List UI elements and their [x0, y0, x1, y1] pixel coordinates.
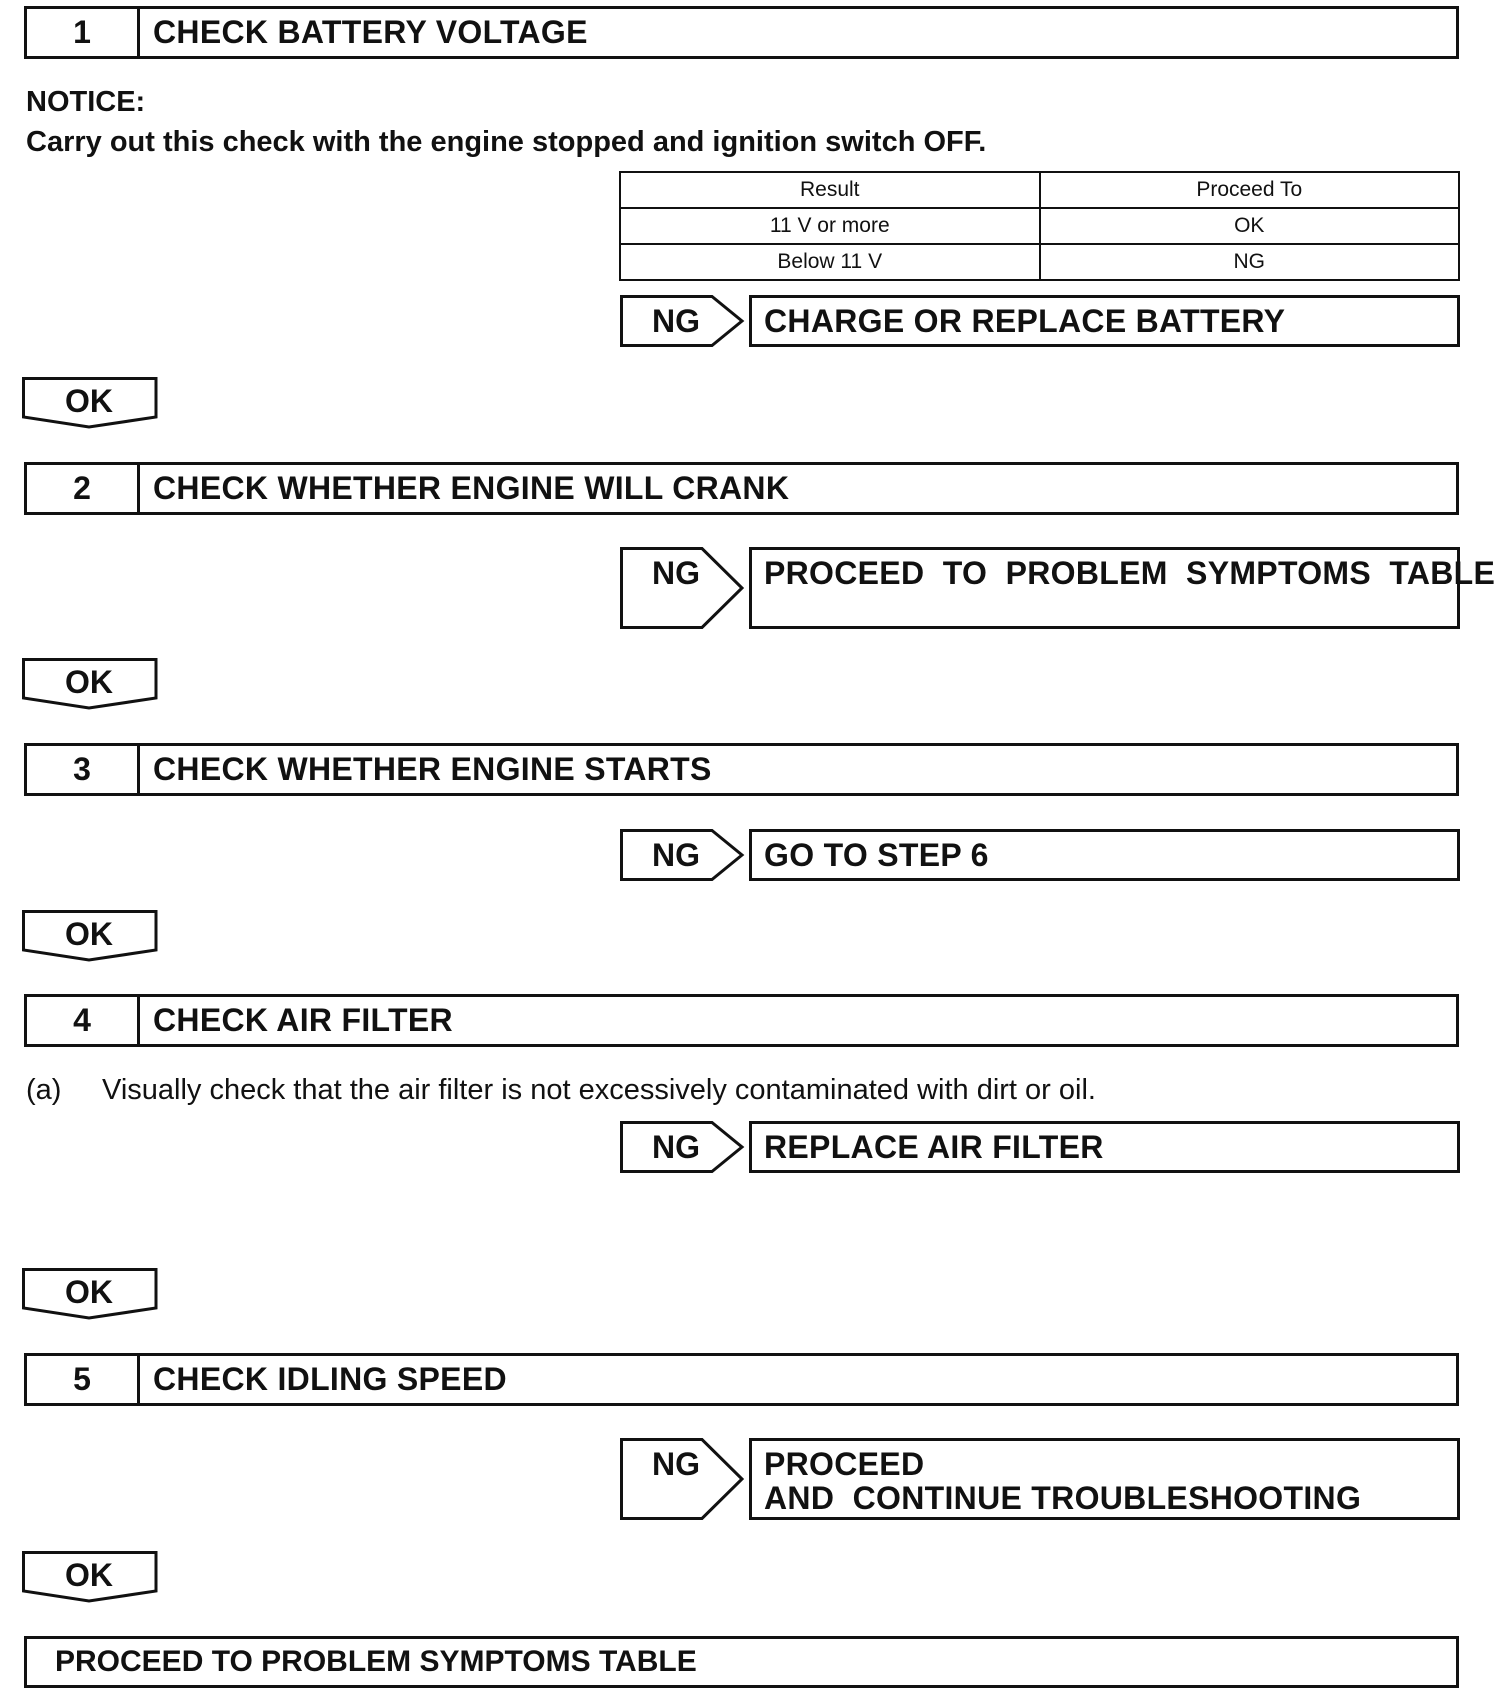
table-cell: Below 11 V — [620, 244, 1040, 280]
ng-tag — [620, 1121, 746, 1173]
ng-result-text: PROCEED TO PROBLEM SYMPTOMS TABLE — [764, 555, 1496, 591]
ng-result-text-line-2: AND CONTINUE TROUBLESHOOTING — [764, 1480, 1362, 1516]
ng-result-text: CHARGE OR REPLACE BATTERY — [764, 303, 1286, 339]
instruction-marker: (a) — [26, 1074, 62, 1106]
ok-tag — [22, 1268, 162, 1320]
ok-tag — [22, 377, 162, 429]
ok-tag — [22, 658, 162, 710]
ok-tag — [22, 1551, 162, 1603]
ng-label: NG — [652, 303, 700, 339]
step-title: CHECK AIR FILTER — [153, 1002, 453, 1038]
ng-label: NG — [652, 555, 700, 591]
notice-text: Carry out this check with the engine stopped and ignition switch OFF. — [26, 126, 987, 158]
step-5-header — [24, 1353, 1459, 1406]
step-title: CHECK BATTERY VOLTAGE — [153, 14, 588, 50]
step-number: 2 — [27, 465, 140, 512]
voltage-table — [619, 171, 1460, 281]
step-title: CHECK IDLING SPEED — [153, 1361, 507, 1397]
table-cell: NG — [1040, 244, 1460, 280]
ng-result-box — [749, 1438, 1460, 1520]
instruction-text: Visually check that the air filter is not excessively contaminated with dirt or oil. — [102, 1074, 1096, 1106]
final-action-text: PROCEED TO PROBLEM SYMPTOMS TABLE — [55, 1645, 697, 1678]
step-number: 3 — [27, 746, 140, 793]
ng-tag — [620, 295, 746, 347]
step-title: CHECK WHETHER ENGINE STARTS — [153, 751, 712, 787]
ok-tag — [22, 910, 162, 962]
ng-result-text: REPLACE AIR FILTER — [764, 1129, 1104, 1165]
ng-result-box — [749, 829, 1460, 881]
table-row — [620, 208, 1459, 244]
ok-label: OK — [65, 916, 113, 952]
ok-label: OK — [65, 664, 113, 700]
ng-label: NG — [652, 1446, 700, 1482]
ok-label: OK — [65, 383, 113, 419]
final-action-box — [24, 1636, 1459, 1688]
notice-label: NOTICE: — [26, 86, 146, 118]
table-header: Proceed To — [1040, 172, 1460, 208]
table-header: Result — [620, 172, 1040, 208]
step-number: 4 — [27, 997, 140, 1044]
step-number: 5 — [27, 1356, 140, 1403]
ng-result-text: GO TO STEP 6 — [764, 837, 989, 873]
table-header-row — [620, 172, 1459, 208]
ok-label: OK — [65, 1557, 113, 1593]
ng-tag — [620, 1438, 746, 1520]
ng-label: NG — [652, 837, 700, 873]
ok-label: OK — [65, 1274, 113, 1310]
step-4-header — [24, 994, 1459, 1047]
ng-tag — [620, 547, 746, 629]
table-cell: 11 V or more — [620, 208, 1040, 244]
ng-tag — [620, 829, 746, 881]
ng-result-text-line-1: PROCEED — [764, 1446, 925, 1482]
ng-result-box — [749, 1121, 1460, 1173]
step-number: 1 — [27, 9, 140, 56]
step-title: CHECK WHETHER ENGINE WILL CRANK — [153, 470, 790, 506]
step-3-header — [24, 743, 1459, 796]
table-cell: OK — [1040, 208, 1460, 244]
ng-result-box — [749, 547, 1496, 629]
step-2-header — [24, 462, 1459, 515]
step-1-header — [24, 6, 1459, 59]
table-row — [620, 244, 1459, 280]
ng-label: NG — [652, 1129, 700, 1165]
ng-result-box — [749, 295, 1460, 347]
